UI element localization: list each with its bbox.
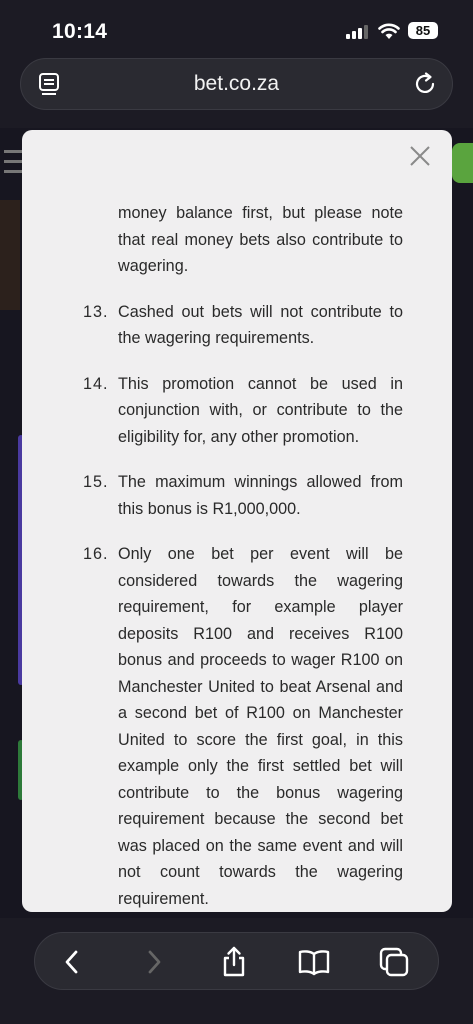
cellular-signal-icon [346, 25, 372, 39]
terms-item [22, 299, 452, 352]
address-bar[interactable] [20, 58, 453, 110]
status-time: 10:14 [52, 20, 108, 43]
chevron-left-icon [62, 948, 82, 976]
terms-content [22, 200, 452, 912]
share-icon [219, 946, 249, 978]
terms-item [22, 371, 452, 451]
status-bar [0, 0, 473, 60]
forward-button[interactable] [137, 945, 171, 979]
background-banner [0, 200, 20, 310]
terms-item-number: 16. [83, 545, 109, 563]
terms-item-number: 13. [83, 302, 109, 321]
close-icon[interactable] [406, 142, 434, 170]
url-text[interactable]: bet.co.za [193, 72, 280, 95]
terms-continuation: money balance first, but please note that real money bets also contribute to wagering. [118, 204, 403, 275]
terms-item [22, 469, 452, 522]
terms-item-text: This promotion cannot be used in conjunction with, or contribute to the eligibility for, any other promotion. [118, 374, 403, 446]
browser-toolbar [34, 932, 439, 990]
background-action-button [452, 143, 473, 183]
terms-item [22, 541, 452, 912]
back-button[interactable] [55, 945, 89, 979]
chevron-right-icon [144, 948, 164, 976]
terms-modal [22, 130, 452, 912]
reload-icon[interactable] [412, 71, 438, 97]
terms-item-number: 14. [83, 374, 109, 393]
menu-icon [4, 148, 22, 176]
tabs-icon [378, 946, 410, 978]
battery-indicator: 85 [408, 22, 438, 39]
terms-item-text: Cashed out bets will not contribute to the wagering requirements. [118, 302, 403, 347]
bookmarks-button[interactable] [297, 945, 331, 979]
share-button[interactable] [217, 945, 251, 979]
tabs-button[interactable] [377, 945, 411, 979]
terms-item-text: Only one bet per event will be considered towards the wagering requirement, for example player deposits R100 and receives R100 bonus and proceeds to wager R100 on Manchester United to beat Arsenal and a second bet of R100 on Manchester United to score the first goal, in this example only the first settled bet will contribute to the bonus wagering requirement because the second bet was placed on the same event and will not count towards the wagering requirement. [118, 545, 403, 908]
book-icon [297, 948, 331, 976]
terms-item-number: 15. [83, 473, 109, 491]
terms-item-text: The maximum winnings allowed from this bonus is R1,000,000. [118, 473, 403, 518]
wifi-icon [378, 22, 400, 40]
